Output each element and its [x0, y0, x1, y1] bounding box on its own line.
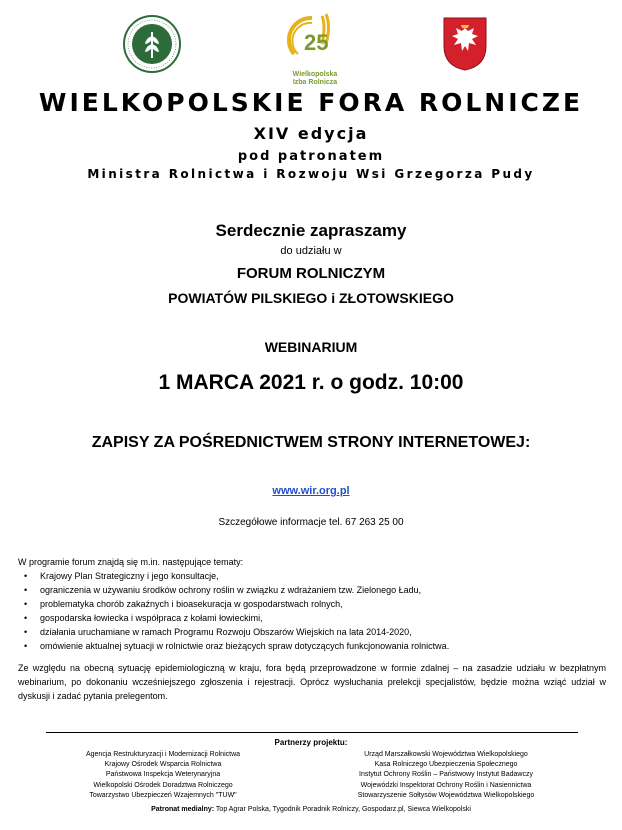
website-link[interactable]: www.wir.org.pl — [272, 485, 350, 497]
contact-info: Szczegółowe informacje tel. 67 263 25 00 — [218, 517, 404, 528]
invitation-subheading: do udziału w — [280, 245, 342, 257]
partner-name: Urząd Marszałkowski Województwa Wielkopolskiego — [364, 751, 528, 758]
partner-name: Wojewódzki Inspektorat Ochrony Roślin i Nasiennictwa — [360, 781, 532, 789]
list-item: • gospodarska łowiecka i współpraca z kołami łowieckimi, — [40, 611, 608, 625]
invitation-heading: Serdecznie zapraszamy — [215, 221, 407, 240]
list-item: • omówienie aktualnej sytuacji w rolnictwie oraz bieżących spraw dotyczących funkcjonowania rolnictwa. — [40, 639, 608, 653]
partner-name: Instytut Ochrony Roślin – Państwowy Instytut Badawczy — [359, 771, 533, 779]
wielkopolska-eagle-coat-of-arms-icon — [442, 16, 488, 72]
list-item: • działania uruchamiane w ramach Programu Rozwoju Obszarów Wiejskich na lata 2014-2020, — [40, 625, 608, 639]
logo-label-line1: Wielkopolska — [292, 71, 338, 78]
list-item: • problematyka chorób zakaźnych i bioasekuracja w gospodarstwach rolnych, — [40, 597, 608, 611]
wir-25-logo-icon — [282, 10, 348, 90]
forum-name: FORUM ROLNICZYM — [236, 265, 386, 282]
media-patronage — [0, 806, 622, 813]
notice-paragraph: Ze względu na obecną sytuację epidemiologiczną w kraju, fora będą przeprowadzone w formie zdalnej – na zasadzie udziału w bezpłatnym webinarium, po dokonaniu wcześniejszego zgłoszenia i rejestracji. Oprócz wysłuchania prelekcji specjalistów, będzie można wziąć udział w dyskusji i zadać pytania prelegentom. — [18, 663, 606, 701]
logo-number: 25 — [304, 30, 329, 55]
program-section — [18, 555, 608, 653]
partner-name: Wielkopolski Ośrodek Doradztwa Rolniczego — [93, 781, 233, 789]
list-item: • Krajowy Plan Strategiczny i jego konsultacje, — [40, 569, 608, 583]
format-label: WEBINARIUM — [264, 339, 358, 355]
media-names: Top Agrar Polska, Tygodnik Poradnik Rolniczy, Gospodarz.pl, Siewca Wielkopolski — [215, 806, 471, 813]
media-label: Patronat medialny: — [151, 806, 215, 813]
partners-heading: Partnerzy projektu: — [274, 738, 348, 747]
ministry-wheat-logo-icon — [122, 14, 182, 74]
divider — [46, 732, 578, 733]
patronage-label: pod patronatem — [237, 149, 385, 164]
edition-label: XIV edycja — [253, 124, 369, 143]
list-item: • ograniczenia w używaniu środków ochrony roślin w związku z wdrażaniem tzw. Zielonego Ładu, — [40, 583, 608, 597]
counties-name: POWIATÓW PILSKIEGO i ZŁOTOWSKIEGO — [168, 290, 454, 306]
partner-name: Towarzystwo Ubezpieczeń Wzajemnych "TUW" — [89, 791, 237, 799]
partner-name: Kasa Rolniczego Ubezpieczenia Społecznego — [374, 761, 518, 769]
patron-name: Ministra Rolnictwa i Rozwoju Wsi Grzegorza Pudy — [87, 167, 535, 181]
partners-left-column — [58, 750, 268, 801]
registration-heading: ZAPISY ZA POŚREDNICTWEM STRONY INTERNETOWEJ: — [91, 434, 531, 451]
partner-name: Krajowy Ośrodek Wsparcia Rolnictwa — [104, 761, 222, 769]
program-intro: W programie forum znajdą się m.in. następujące tematy: — [18, 557, 244, 567]
logo-label-line2: Izba Rolnicza — [292, 79, 338, 86]
partner-name: Państwowa Inspekcja Weterynaryjna — [105, 771, 221, 779]
program-list — [18, 569, 608, 653]
partners-right-column — [336, 750, 556, 801]
event-title: WIELKOPOLSKIE FORA ROLNICZE — [38, 88, 584, 117]
logo-bar — [0, 10, 622, 86]
partner-name: Stowarzyszenie Sołtysów Województwa Wielkopolskiego — [357, 791, 535, 799]
partner-name: Agencja Restrukturyzacji i Modernizacji Rolnictwa — [85, 751, 241, 758]
event-date: 1 MARCA 2021 r. o godz. 10:00 — [158, 371, 464, 394]
